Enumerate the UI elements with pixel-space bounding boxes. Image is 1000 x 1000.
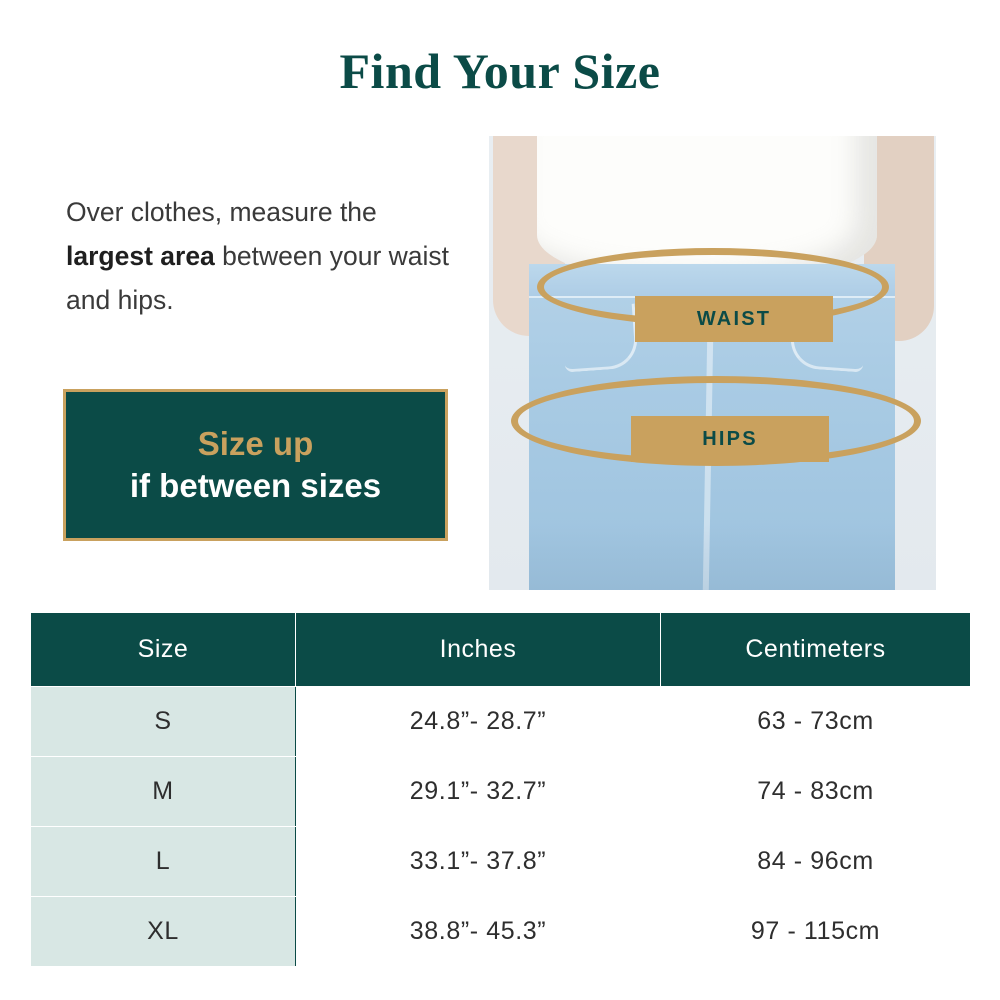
instructions-text-part1: Over clothes, measure the [66,197,377,227]
page-title: Find Your Size [339,43,661,99]
callout-line-1: Size up [197,425,314,462]
header-size: Size [31,613,296,687]
table-row [31,897,971,967]
header-centimeters: Centimeters [661,613,971,687]
cell-inches: 24.8”- 28.7” [296,687,661,757]
measure-instructions [66,190,466,322]
instructions-emphasis: largest area [66,241,215,271]
cell-inches: 38.8”- 45.3” [296,897,661,967]
table-row [31,757,971,827]
size-table-body [31,687,971,967]
cell-inches: 29.1”- 32.7” [296,757,661,827]
cell-inches: 33.1”- 37.8” [296,827,661,897]
table-header-row [31,613,971,687]
photo-shadow [529,524,895,590]
cell-centimeters: 84 - 96cm [661,827,971,897]
callout-line-2: if between sizes [129,467,382,504]
cell-centimeters: 63 - 73cm [661,687,971,757]
waist-label-tag: WAIST [635,296,833,342]
cell-size: L [31,827,296,897]
header-inches: Inches [296,613,661,687]
size-table-head [31,613,971,687]
size-up-callout [63,389,448,541]
instructions-text-part2: between your waist and hips. [66,241,450,315]
cell-size: XL [31,897,296,967]
cell-centimeters: 74 - 83cm [661,757,971,827]
cell-size: S [31,687,296,757]
measurement-photo [489,136,936,590]
cell-size: M [31,757,296,827]
cell-centimeters: 97 - 115cm [661,897,971,967]
table-row [31,827,971,897]
size-table [30,612,971,967]
hips-label-tag: HIPS [631,416,829,462]
table-row [31,687,971,757]
